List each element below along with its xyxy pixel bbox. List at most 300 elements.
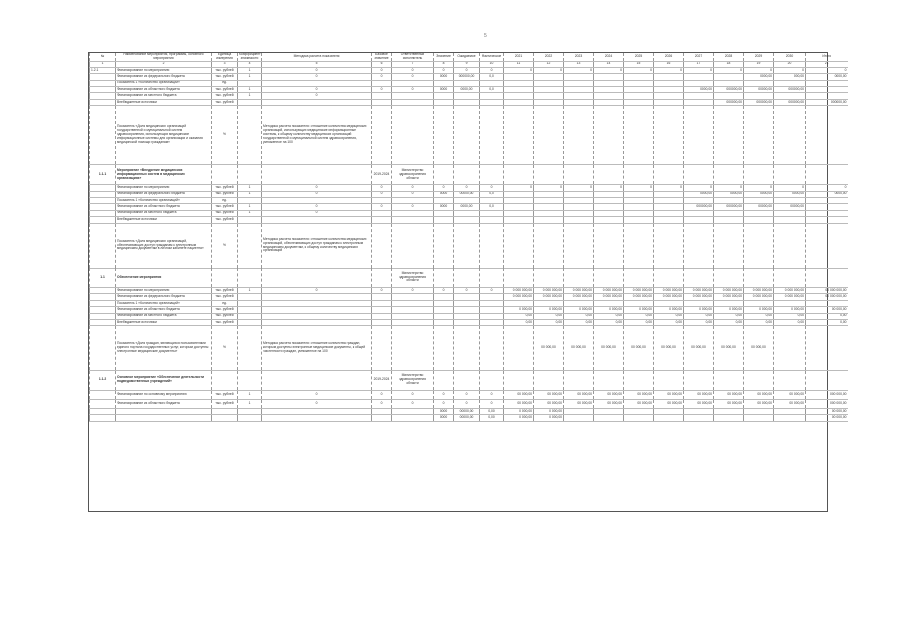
table-cell: 0,00 [504, 313, 534, 319]
budget-table-sheet [88, 52, 847, 512]
table-cell: 2025 [624, 53, 654, 61]
table-cell: 0,00 [534, 313, 564, 319]
table-cell: 0000 [434, 204, 454, 210]
table-cell [480, 223, 504, 268]
table-cell: 15 [624, 61, 654, 67]
table-cell [714, 415, 744, 421]
table-cell: 00 000,00 [744, 390, 774, 399]
table-cell: 0 [434, 67, 454, 73]
table-cell [774, 371, 806, 391]
table-cell: 0 [714, 185, 744, 191]
table-cell: 0,00 [684, 319, 714, 325]
table-cell: 0,00 [714, 319, 744, 325]
table-cell: 00 000,00 [564, 399, 594, 408]
table-cell: 00 000,00 [744, 326, 774, 371]
table-cell [654, 268, 684, 288]
table-cell: 0,00 [654, 319, 684, 325]
table-cell [774, 326, 806, 371]
table-cell: 0 [654, 185, 684, 191]
table-cell: 0000 [434, 74, 454, 80]
table-cell [594, 223, 624, 268]
table-cell [434, 371, 454, 391]
table-cell: 00 000,00 [774, 390, 806, 399]
table-cell: 0 000 000,00 [744, 288, 774, 294]
table-cell [684, 106, 714, 165]
table-cell: 0 [262, 93, 372, 99]
table-cell: 3 [212, 61, 238, 67]
table-cell: 2024 [594, 53, 624, 61]
table-cell [504, 165, 534, 185]
table-cell: 0 000,00 [504, 307, 534, 313]
table-cell: 0000,00 [454, 86, 480, 92]
table-cell: 0 [534, 185, 564, 191]
table-cell [238, 326, 262, 371]
table-cell: 0000,00 [744, 191, 774, 197]
table-cell: 0 [454, 288, 480, 294]
table-cell: 1 [238, 204, 262, 210]
table-cell: Финансирование из областного бюджета [116, 307, 212, 313]
table-cell: 0 000 000,00 [714, 294, 744, 300]
table-cell: 0 [372, 399, 392, 408]
table-cell: 0,00 [806, 319, 848, 325]
table-cell: Финансирование из федерального бюджета [116, 294, 212, 300]
table-cell: Внебюджетные источники [116, 217, 212, 223]
table-cell [212, 415, 238, 421]
table-cell: 0 000,00 [744, 307, 774, 313]
table-cell: 000000,00 [714, 204, 744, 210]
table-cell [434, 268, 454, 288]
table-cell: 0 [262, 399, 372, 408]
table-cell [392, 415, 434, 421]
table-cell: 0,0 [480, 191, 504, 197]
table-cell: 9 [454, 61, 480, 67]
table-cell [434, 106, 454, 165]
table-cell: 00000,00 [744, 86, 774, 92]
table-header-row [90, 53, 848, 61]
indicator-row [90, 223, 848, 268]
table-cell: 0 000 000,00 [684, 294, 714, 300]
table-cell: 0 000,00 [714, 307, 744, 313]
table-cell: 0,00 [624, 313, 654, 319]
table-cell: 000000,00 [714, 99, 744, 105]
table-cell: 2027 [684, 53, 714, 61]
table-cell: 0 000 000,00 [774, 294, 806, 300]
table-cell: 00000,00 [454, 191, 480, 197]
table-cell: Финансирование из местного бюджета [116, 93, 212, 99]
table-cell: % [212, 223, 238, 268]
table-cell: 11 [504, 61, 534, 67]
table-cell: Единица измерения [212, 53, 238, 61]
table-cell: 0 000,00 [684, 307, 714, 313]
table-cell: 00 000,00 [624, 390, 654, 399]
table-cell [564, 268, 594, 288]
table-cell: Методика расчета показателя: отношение количества медицинских организаций, использующих медицинские информационные системы, к общему количеству медицинских организаций государственной и муниципальной систем здравоохранения, умноженное на 100 [262, 106, 372, 165]
table-cell [624, 415, 654, 421]
table-cell: 0 000,00 [504, 408, 534, 414]
table-cell: 0 000 000,00 [504, 294, 534, 300]
table-cell: Значение [434, 53, 454, 61]
table-cell: 0 000,00 [504, 415, 534, 421]
table-cell: 0 [262, 204, 372, 210]
table-cell: 0000,00 [806, 74, 848, 80]
table-cell: 00 000,00 [714, 390, 744, 399]
table-cell: Коэффициент значимости [239, 53, 261, 60]
table-cell [774, 223, 806, 268]
table-cell: 0 000 000,00 [624, 294, 654, 300]
table-cell: 000,00 [774, 74, 806, 80]
table-cell [744, 106, 774, 165]
table-cell: 0 [392, 185, 434, 191]
section-row [90, 268, 848, 288]
table-cell: 0 [594, 185, 624, 191]
table-cell [454, 268, 480, 288]
table-cell: 00 000,00 [654, 326, 684, 371]
table-cell [744, 371, 774, 391]
table-cell: 1 [238, 390, 262, 399]
table-cell [90, 326, 116, 371]
table-cell [774, 415, 806, 421]
table-cell: тыс. рублей [212, 294, 238, 300]
table-cell: 0 000,00 [774, 307, 806, 313]
table-cell [714, 223, 744, 268]
table-cell: 00 000,00 [684, 399, 714, 408]
table-cell [654, 371, 684, 391]
table-cell: Финансирование по основному мероприятию [116, 390, 212, 399]
table-cell [392, 326, 434, 371]
table-cell: тыс. рублей [212, 185, 238, 191]
budget-table [89, 53, 848, 422]
table-cell: 2029 [744, 53, 774, 61]
table-cell: 1.1.1 [90, 165, 116, 185]
table-cell: 0000 [434, 408, 454, 414]
table-cell: 00 000,00 [806, 408, 848, 414]
table-cell: 00000,00 [454, 415, 480, 421]
table-cell: 2028 [714, 53, 744, 61]
table-cell: 00 000 000,00 [806, 294, 848, 300]
table-cell: тыс. рублей [212, 74, 238, 80]
table-cell [744, 223, 774, 268]
table-cell [774, 268, 806, 288]
table-cell [744, 415, 774, 421]
table-cell: 000 000,00 [806, 390, 848, 399]
table-cell: 2019-2024 [372, 371, 392, 391]
table-cell: 0 000 000,00 [774, 288, 806, 294]
table-cell: 1 [238, 74, 262, 80]
table-cell [454, 106, 480, 165]
table-cell [654, 415, 684, 421]
table-cell [684, 268, 714, 288]
table-cell: Показатель «Доля медицинских организаций, обеспечивающих доступ гражданам к электронным медицинским документам в личном кабинете пациента» [116, 223, 212, 268]
table-cell: 1 [238, 67, 262, 73]
table-cell [480, 371, 504, 391]
table-cell [714, 268, 744, 288]
table-cell: Основное мероприятие «Обеспечение деятельности подведомственных учреждений» [116, 371, 212, 391]
table-cell: 00 000,00 [624, 326, 654, 371]
table-cell [90, 390, 116, 399]
table-cell: 0,00 [744, 319, 774, 325]
table-cell: 0 000 000,00 [714, 288, 744, 294]
table-cell [372, 223, 392, 268]
table-cell: 0000,00 [774, 191, 806, 197]
table-cell [434, 223, 454, 268]
table-cell [594, 106, 624, 165]
table-cell: 0 [564, 67, 594, 73]
table-cell: Показатель 1 «Количество организаций» [116, 80, 212, 86]
table-cell [262, 268, 372, 288]
table-cell: тыс. рублей [212, 399, 238, 408]
table-cell [806, 223, 848, 268]
table-cell: 00 000,00 [774, 399, 806, 408]
table-cell: 0 [262, 210, 372, 216]
table-cell: тыс. рублей [212, 93, 238, 99]
table-cell: 0 000 000,00 [594, 294, 624, 300]
table-cell: 0 [262, 67, 372, 73]
table-cell: 1.1.2 [90, 371, 116, 391]
table-cell [654, 223, 684, 268]
table-cell: 0 [434, 288, 454, 294]
table-cell [454, 165, 480, 185]
table-cell: Внебюджетные источники [116, 99, 212, 105]
table-cell: 0,00 [654, 313, 684, 319]
table-cell: тыс. рублей [212, 217, 238, 223]
table-cell [534, 106, 564, 165]
table-cell [212, 371, 238, 391]
table-cell: 7 [392, 61, 434, 67]
table-cell: 1 [238, 210, 262, 216]
table-cell: 0,00 [684, 313, 714, 319]
table-cell [806, 268, 848, 288]
table-cell [806, 326, 848, 371]
table-cell: 0 [392, 74, 434, 80]
table-cell [564, 223, 594, 268]
table-cell [714, 371, 744, 391]
table-cell: 0,00 [480, 415, 504, 421]
table-cell: 000000,00 [684, 204, 714, 210]
table-cell: 0 [504, 67, 534, 73]
table-cell [684, 165, 714, 185]
table-cell: 1 [238, 86, 262, 92]
table-cell: 0,00 [714, 313, 744, 319]
table-cell: 0,0 [480, 86, 504, 92]
table-cell: 4 [238, 61, 262, 67]
table-cell: Финансирование из областного бюджета [116, 399, 212, 408]
table-cell: 0 [480, 185, 504, 191]
table-cell [806, 106, 848, 165]
table-cell: 000000,00 [774, 86, 806, 92]
table-cell: Показатель «Доля медицинских организаций государственной и муниципальной систем здравоохранения, использующих медицинские информационные системы для организации и оказания медицинской помощи гражданам» [116, 106, 212, 165]
table-cell: 00 000,00 [714, 399, 744, 408]
table-cell: 00 000,00 [594, 390, 624, 399]
table-cell: Методика расчета показателя: отношение количества медицинских организаций, обеспечивающих доступ гражданам к электронным медицинским документам, к общему количеству медицинских организаций [262, 223, 372, 268]
table-cell: 0000,00 [744, 74, 774, 80]
table-cell: 0 [624, 185, 654, 191]
table-cell: 0 [454, 67, 480, 73]
table-cell: Министерство здравоохранения области [392, 371, 434, 391]
table-cell [744, 165, 774, 185]
table-cell [372, 106, 392, 165]
table-cell: Показатель 1 «Количество организаций» [116, 300, 212, 306]
table-cell [654, 165, 684, 185]
table-cell: тыс. рублей [212, 86, 238, 92]
table-cell [90, 415, 116, 421]
table-cell: 0 [262, 185, 372, 191]
table-cell [262, 415, 372, 421]
table-cell: 1 [238, 185, 262, 191]
table-cell: 0,00 [774, 319, 806, 325]
table-cell [90, 223, 116, 268]
table-cell [504, 223, 534, 268]
table-cell: 5 [262, 61, 372, 67]
section-row [90, 371, 848, 391]
table-cell: 00 000,00 [654, 399, 684, 408]
table-cell: 0 000,00 [534, 408, 564, 414]
table-cell: 0 [262, 86, 372, 92]
table-cell: 00 000,00 [714, 326, 744, 371]
table-cell: 0 [454, 399, 480, 408]
table-cell [238, 268, 262, 288]
table-cell: тыс. рублей [212, 319, 238, 325]
table-cell [480, 106, 504, 165]
table-cell: 0,00 [774, 313, 806, 319]
table-cell [454, 371, 480, 391]
table-cell: 0,00 [534, 319, 564, 325]
table-cell: 0 [434, 185, 454, 191]
table-cell [372, 415, 392, 421]
table-cell: 0 [534, 67, 564, 73]
table-cell: 0,00 [564, 313, 594, 319]
table-cell: 12 [534, 61, 564, 67]
table-cell: 2030 [774, 53, 806, 61]
table-cell: 0 [392, 204, 434, 210]
table-cell: 0,0 [480, 204, 504, 210]
table-cell [806, 371, 848, 391]
table-cell: 00 000,00 [564, 326, 594, 371]
table-cell: 0 [774, 185, 806, 191]
table-cell: 0 [372, 86, 392, 92]
table-cell [90, 106, 116, 165]
table-cell [806, 165, 848, 185]
table-cell: 0 000,00 [564, 307, 594, 313]
table-cell: 0 [392, 399, 434, 408]
table-cell: № [90, 53, 116, 61]
table-cell: 0000,00 [714, 191, 744, 197]
table-cell [262, 371, 372, 391]
table-cell: тыс. рублей [212, 67, 238, 73]
table-cell: тыс. рублей [212, 204, 238, 210]
table-cell: 8 [434, 61, 454, 67]
table-cell: Итого [806, 53, 848, 61]
table-cell: 0 000,00 [534, 307, 564, 313]
table-cell: 000000,00 [714, 86, 744, 92]
table-cell [564, 371, 594, 391]
table-cell: ед. [212, 197, 238, 203]
table-cell: 0 [392, 390, 434, 399]
table-cell: Ожидаемое [454, 53, 480, 61]
table-cell: 1 [90, 61, 116, 67]
table-cell: 00 000,00 [534, 326, 564, 371]
table-cell [564, 106, 594, 165]
table-cell: ед. [212, 300, 238, 306]
table-row [90, 390, 848, 399]
table-cell [90, 399, 116, 408]
table-cell: 0 000,00 [654, 307, 684, 313]
table-cell [684, 223, 714, 268]
table-cell: 0 [434, 399, 454, 408]
table-cell: Показатель 1 «Количество организаций» [116, 197, 212, 203]
table-cell: 0 [744, 185, 774, 191]
table-cell: 00 000,00 [534, 399, 564, 408]
table-cell: 0 [372, 390, 392, 399]
table-cell [504, 268, 534, 288]
table-cell: Наименование мероприятия, программы, основного мероприятия [116, 53, 212, 61]
table-cell: 0 [774, 67, 806, 73]
table-cell: 00 000,00 [744, 399, 774, 408]
table-cell: 0 [372, 191, 392, 197]
table-cell [480, 165, 504, 185]
table-cell: 0 [392, 191, 434, 197]
table-cell [534, 371, 564, 391]
table-cell: 0 [392, 86, 434, 92]
table-cell: 2019-2024 [372, 165, 392, 185]
table-cell: 0 000 000,00 [744, 294, 774, 300]
table-cell [684, 415, 714, 421]
table-cell: 0 [684, 67, 714, 73]
table-cell [238, 371, 262, 391]
table-cell [774, 165, 806, 185]
table-cell: 14 [594, 61, 624, 67]
table-cell: 0 [654, 67, 684, 73]
table-cell: 0 [372, 67, 392, 73]
table-cell: 0 [480, 288, 504, 294]
table-cell: 000 000,00 [806, 399, 848, 408]
table-cell: Фактическое [480, 53, 504, 61]
table-cell [714, 165, 744, 185]
table-cell: тыс. рублей [212, 99, 238, 105]
table-cell: 2021 [504, 53, 534, 61]
table-cell: 00 000,00 [594, 399, 624, 408]
table-cell: 00 000,00 [806, 415, 848, 421]
table-cell: тыс. рублей [212, 210, 238, 216]
table-cell [504, 326, 534, 371]
table-cell [744, 268, 774, 288]
table-cell: тыс. рублей [212, 313, 238, 319]
table-cell: 0,00 [504, 319, 534, 325]
table-row [90, 415, 848, 421]
table-cell [594, 268, 624, 288]
table-cell [624, 106, 654, 165]
table-cell: 13 [564, 61, 594, 67]
table-cell: 0 000 000,00 [564, 294, 594, 300]
indicator-row [90, 106, 848, 165]
table-row [90, 399, 848, 408]
table-cell [434, 326, 454, 371]
table-cell [238, 165, 262, 185]
table-cell: 0 [372, 204, 392, 210]
table-cell [238, 106, 262, 165]
table-cell: 0,00 [624, 319, 654, 325]
table-cell: 6 [372, 61, 392, 67]
table-cell [212, 268, 238, 288]
table-cell: 1.1 [90, 268, 116, 288]
table-cell [594, 165, 624, 185]
table-cell: Финансирование из местного бюджета [116, 210, 212, 216]
table-cell: Методика расчета показателя: отношение количества граждан, которым доступны электронные медицинские документы, к общей численности граждан, умноженное на 100 [262, 326, 372, 371]
table-cell: 00 000,00 [684, 326, 714, 371]
table-cell: Обеспечение мероприятия [116, 268, 212, 288]
table-cell: 0 [744, 67, 774, 73]
table-cell: % [212, 106, 238, 165]
table-cell [372, 326, 392, 371]
